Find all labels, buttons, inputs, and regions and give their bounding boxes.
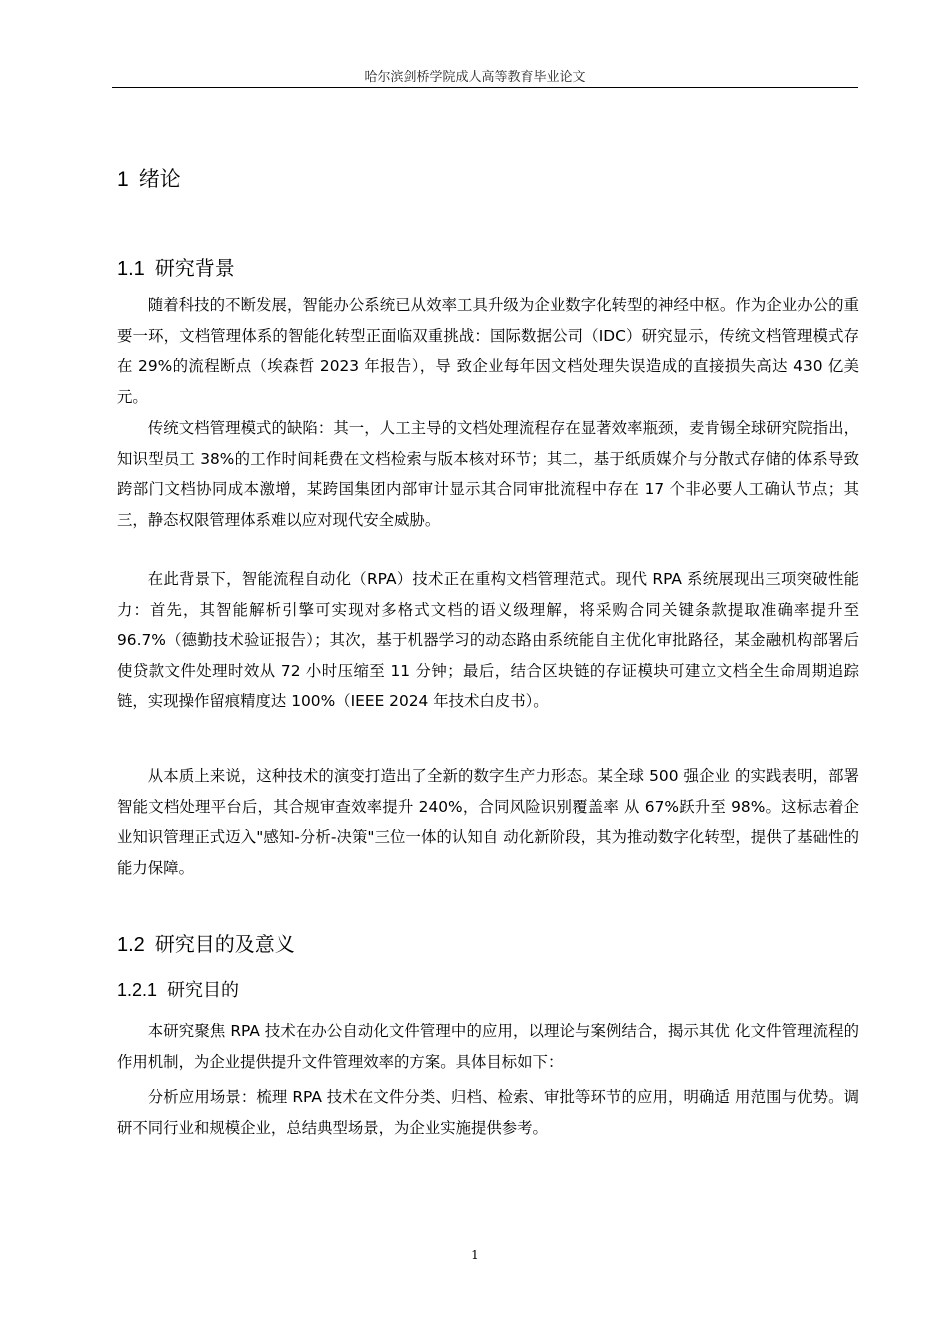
paragraph-objective-2: 分析应用场景：梳理 RPA 技术在文件分类、归档、检索、审批等环节的应用，明确适 用范围与优势。调研不同行业和规模企业，总结典型场景，为企业实施提供参考。 (117, 1088, 859, 1137)
section-number: 1.2 (117, 934, 145, 956)
subsection-heading-1-2-1 (117, 976, 239, 1002)
paragraph-background-4: 从本质上来说，这种技术的演变打造出了全新的数字生产力形态。某全球 500 强企业 的实践表明，部署智能文档处理平台后，其合规审查效率提升 240%，合同风险识别覆盖率 从 67%跃升至 98%。这标志着企业知识管理正式迈入"感知-分析-决策"三位一体的认知自 动化新阶段，其为推动数字化转型，提供了基础性的能力保障。 (117, 767, 859, 877)
section-title: 研究目的及意义 (154, 934, 295, 956)
paragraph-objective-1: 本研究聚焦 RPA 技术在办公自动化文件管理中的应用，以理论与案例结合，揭示其优 化文件管理流程的作用机制，为企业提供提升文件管理效率的方案。具体目标如下： (117, 1022, 859, 1071)
page-number: 1 (471, 1248, 479, 1262)
running-header: 哈尔滨剑桥学院成人高等教育毕业论文 (364, 70, 586, 85)
section-title: 研究背景 (154, 258, 235, 280)
header-divider (112, 87, 858, 88)
chapter-title: 绪论 (138, 168, 181, 191)
paragraph-background-2: 传统文档管理模式的缺陷：其一，人工主导的文档处理流程存在显著效率瓶颈，麦肯锡全球研究院指出，知识型员工 38%的工作时间耗费在文档检索与版本核对环节；其二，基于纸质媒介与分散式存储的体系导致跨部门文档协同成本激增，某跨国集团内部审计显示其合同审批流程中存在 17 个非必要人工确认节点；其三，静态权限管理体系难以应对现代安全威胁。 (117, 419, 859, 529)
subsection-title: 研究目的 (167, 980, 240, 1000)
subsection-number: 1.2.1 (117, 980, 158, 1000)
paragraph-background-3: 在此背景下，智能流程自动化（RPA）技术正在重构文档管理范式。现代 RPA 系统展现出三项突破性能力：首先，其智能解析引擎可实现对多格式文档的语义级理解，将采购合同关键条款提取准确率提升至 96.7%（德勤技术验证报告）；其次，基于机器学习的动态路由系统能自主优化审批路径，某金融机构部署后使贷款文件处理时效从 72 小时压缩至 11 分钟；最后，结合区块链的存证模块可建立文档全生命周期追踪链，实现操作留痕精度达 100%（IEEE 2024 年技术白皮书）。 (117, 570, 859, 711)
section-number: 1.1 (117, 258, 145, 280)
paragraph-background-1: 随着科技的不断发展，智能办公系统已从效率工具升级为企业数字化转型的神经中枢。作为企业办公的重要一环，文档管理体系的智能化转型正面临双重挑战：国际数据公司（IDC）研究显示，传统文档管理模式存在 29%的流程断点（埃森哲 2023 年报告），导 致企业每年因文档处理失误造成的直接损失高达 430 亿美元。 (117, 296, 859, 406)
section-heading-1-2 (117, 928, 295, 957)
chapter-number: 1 (117, 168, 129, 191)
chapter-heading (117, 163, 181, 193)
section-heading-1-1 (117, 252, 235, 281)
